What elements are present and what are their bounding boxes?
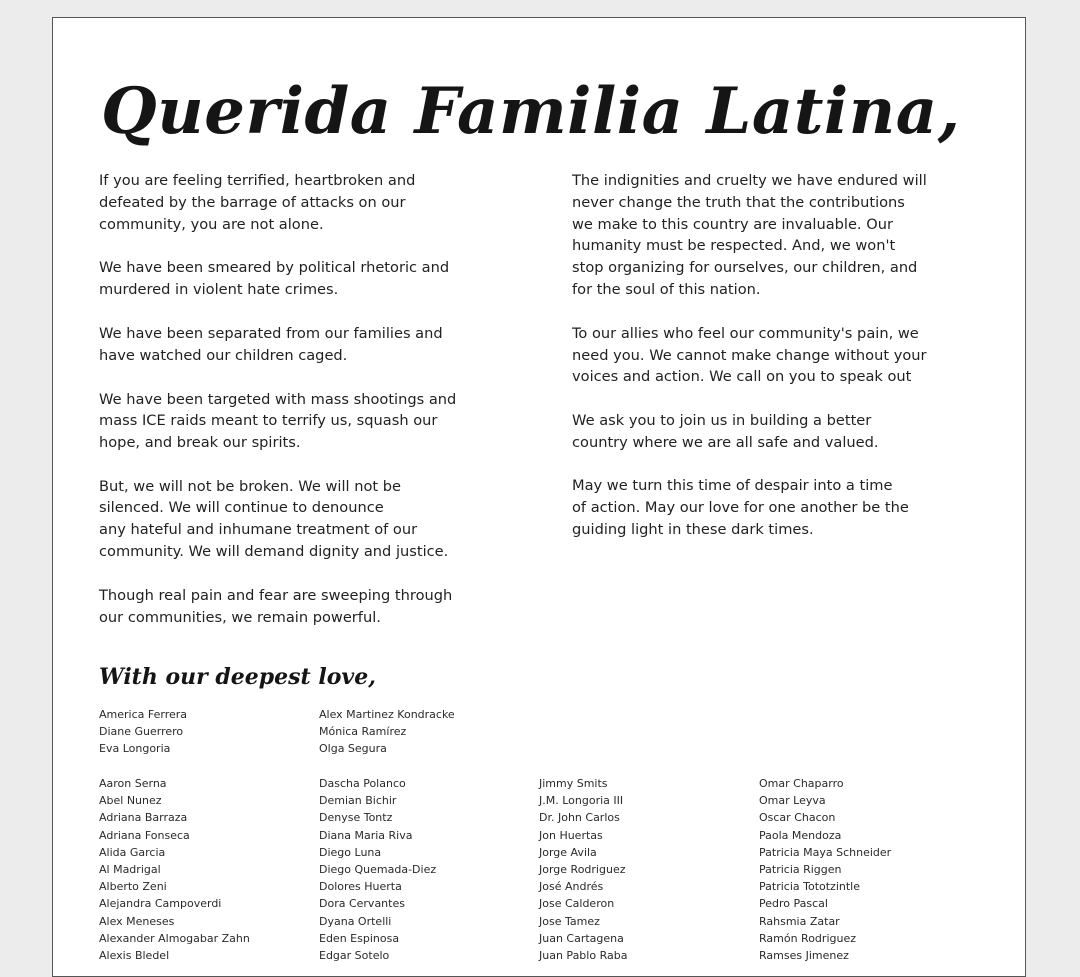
signatory-name: Jose Tamez (539, 914, 600, 928)
signatory-name: Ramón Rodriguez (759, 931, 856, 945)
paragraph: We have been separated from our families and have watched our children caged. (99, 324, 443, 364)
paragraph: May we turn this time of despair into a time of action. May our love for one another be the guiding light in these dark times. (572, 477, 909, 538)
signatory-name: Jon Huertas (539, 828, 603, 842)
signatory-name: J.M. Longoria III (539, 794, 624, 808)
paragraph: But, we will not be broken. We will not be silenced. We will continue to denounce any hateful and inhumane treatment of our community. We will demand dignity and justice. (99, 477, 449, 560)
signatory-name: Patricia Riggen (759, 863, 842, 877)
signatory-name: Juan Pablo Raba (539, 949, 628, 963)
paragraph: Though real pain and fear are sweeping through our communities, we remain powerful. (99, 586, 453, 626)
signatory-name: Dascha Polanco (319, 777, 406, 790)
signatory-name: Ramses Jimenez (759, 949, 849, 963)
signatory-name: Jorge Rodriguez (539, 863, 626, 877)
signatory-name: Dolores Huerta (319, 880, 402, 894)
letter-page (52, 17, 1026, 977)
paragraph: We ask you to join us in building a better country where we are all safe and valued. (572, 411, 879, 451)
signatory-name: Alejandra Campoverdi (99, 897, 222, 911)
closing-line: With our deepest love, (99, 664, 376, 690)
paragraph: If you are feeling terrified, heartbroken and defeated by the barrage of attacks on our community, you are not alone. (99, 172, 416, 233)
paragraph: To our allies who feel our community's pain, we need you. We cannot make change without your voices and action. We call on you to speak out (572, 324, 927, 386)
signatory-name: Dora Cervantes (319, 897, 405, 911)
signatory-name: Alberto Zeni (99, 880, 167, 894)
signatory-name: Mónica Ramírez (319, 725, 407, 739)
right-column (572, 170, 1012, 563)
signatory-name: Diego Luna (319, 845, 382, 859)
lead-signatories-col-1 (99, 706, 187, 758)
lead-signatories-col-2 (319, 706, 455, 758)
signatory-name: Denyse Tontz (319, 811, 393, 825)
signatory-name: Diana Maria Riva (319, 828, 413, 842)
paragraph: We have been smeared by political rhetoric and murdered in violent hate crimes. (99, 259, 450, 299)
signatory-name: Eden Espinosa (319, 931, 400, 945)
signatory-name: Omar Chaparro (759, 777, 844, 790)
signatory-name: America Ferrera (99, 708, 188, 721)
signatory-name: Jose Calderon (539, 897, 615, 911)
signatory-name: Jimmy Smits (539, 777, 608, 790)
signatory-name: Paola Mendoza (759, 828, 842, 842)
signatory-name: Edgar Sotelo (319, 949, 390, 963)
signatory-name: Olga Segura (319, 742, 387, 756)
signatory-name: Jorge Avila (539, 845, 597, 859)
signatory-name: Eva Longoria (99, 742, 171, 756)
signatory-name: Patricia Tototzintle (759, 880, 860, 894)
signatory-name: Demian Bichir (319, 794, 397, 808)
signatory-name: Diane Guerrero (99, 725, 184, 739)
signatory-name: Aaron Serna (99, 777, 167, 790)
signatories-col-4 (759, 775, 891, 964)
signatory-name: Al Madrigal (99, 863, 161, 877)
signatory-name: Rahsmia Zatar (759, 914, 840, 928)
signatory-name: Pedro Pascal (759, 897, 828, 911)
left-column (99, 170, 539, 650)
signatory-name: Alex Meneses (99, 914, 175, 928)
signatory-name: Alexis Bledel (99, 949, 170, 963)
signatory-name: Alex Martinez Kondracke (319, 708, 455, 721)
signatory-name: Adriana Fonseca (99, 828, 190, 842)
signatory-name: Juan Cartagena (539, 931, 624, 945)
signatory-name: Patricia Maya Schneider (759, 845, 892, 859)
signatories-col-3 (539, 775, 627, 964)
signatory-name: Abel Nunez (99, 794, 162, 808)
signatories-col-1 (99, 775, 250, 964)
signatory-name: José Andrés (539, 880, 604, 894)
signatory-name: Adriana Barraza (99, 811, 188, 825)
signatory-name: Omar Leyva (759, 794, 826, 808)
signatory-name: Oscar Chacon (759, 811, 836, 825)
signatory-name: Diego Quemada-Diez (319, 863, 437, 877)
letter-title: Querida Familia Latina, (101, 74, 961, 149)
signatory-name: Dr. John Carlos (539, 811, 620, 825)
signatory-name: Alexander Almogabar Zahn (99, 931, 250, 945)
paragraph: The indignities and cruelty we have endured will never change the truth that the contributions we make to this country are invaluable. Our humanity must be respected. And, we won't stop organizing for ourselves, our children, and for the soul of this nation. (572, 172, 927, 298)
signatory-name: Dyana Ortelli (319, 914, 392, 928)
signatory-name: Alida Garcia (99, 845, 166, 859)
signatories-col-2 (319, 775, 436, 964)
paragraph: We have been targeted with mass shootings and mass ICE raids meant to terrify us, squash our hope, and break our spirits. (99, 390, 457, 452)
